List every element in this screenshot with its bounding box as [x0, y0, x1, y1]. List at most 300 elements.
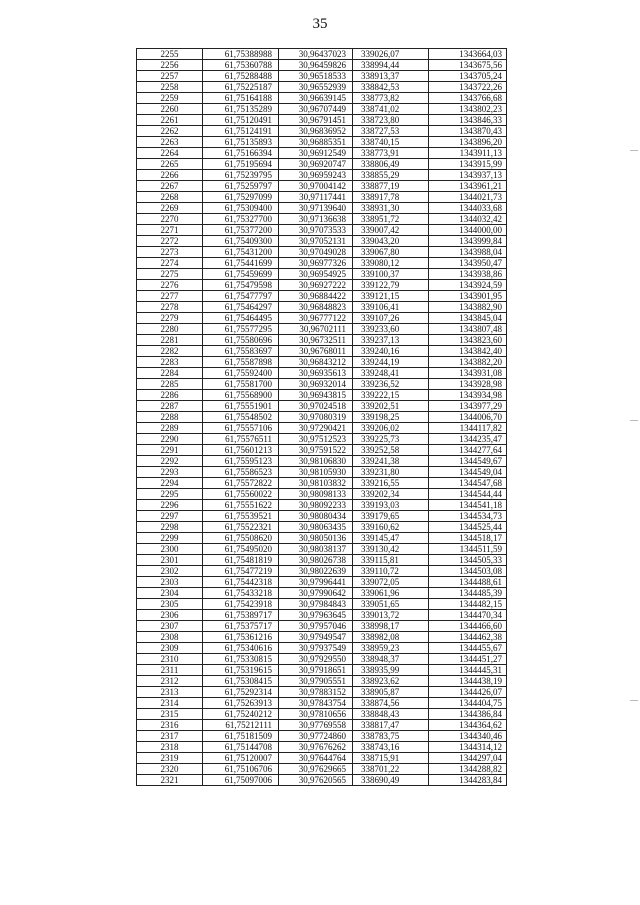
longitude-cell: 30,97052131 — [279, 236, 353, 247]
latitude-cell: 61,75327700 — [203, 214, 279, 225]
longitude-cell: 30,96707449 — [279, 104, 353, 115]
y-coordinate-cell: 1344549,67 — [429, 456, 507, 467]
longitude-cell: 30,98098133 — [279, 489, 353, 500]
table-row — [137, 742, 507, 753]
longitude-cell: 30,97724860 — [279, 731, 353, 742]
y-coordinate-cell: 1343924,59 — [429, 280, 507, 291]
x-coordinate-cell: 338690,49 — [353, 775, 429, 786]
y-coordinate-cell: 1344470,34 — [429, 610, 507, 621]
longitude-cell: 30,97990642 — [279, 588, 353, 599]
table-row — [137, 49, 507, 60]
table-row — [137, 247, 507, 258]
table-row — [137, 522, 507, 533]
y-coordinate-cell: 1343938,86 — [429, 269, 507, 280]
x-coordinate-cell: 338773,91 — [353, 148, 429, 159]
latitude-cell: 61,75097006 — [203, 775, 279, 786]
x-coordinate-cell: 339026,07 — [353, 49, 429, 60]
y-coordinate-cell: 1343842,40 — [429, 346, 507, 357]
point-number-cell: 2308 — [137, 632, 203, 643]
latitude-cell: 61,75576511 — [203, 434, 279, 445]
x-coordinate-cell: 339244,19 — [353, 357, 429, 368]
x-coordinate-cell: 338701,22 — [353, 764, 429, 775]
point-number-cell: 2285 — [137, 379, 203, 390]
longitude-cell: 30,97937549 — [279, 643, 353, 654]
y-coordinate-cell: 1344000,00 — [429, 225, 507, 236]
table-row — [137, 60, 507, 71]
point-number-cell: 2302 — [137, 566, 203, 577]
table-row — [137, 500, 507, 511]
y-coordinate-cell: 1343675,56 — [429, 60, 507, 71]
y-coordinate-cell: 1344386,84 — [429, 709, 507, 720]
y-coordinate-cell: 1343931,08 — [429, 368, 507, 379]
x-coordinate-cell: 338959,23 — [353, 643, 429, 654]
point-number-cell: 2293 — [137, 467, 203, 478]
x-coordinate-cell: 339179,65 — [353, 511, 429, 522]
y-coordinate-cell: 1344518,17 — [429, 533, 507, 544]
longitude-cell: 30,97957046 — [279, 621, 353, 632]
x-coordinate-cell: 339145,47 — [353, 533, 429, 544]
table-row — [137, 720, 507, 731]
point-number-cell: 2301 — [137, 555, 203, 566]
y-coordinate-cell: 1344021,73 — [429, 192, 507, 203]
point-number-cell: 2312 — [137, 676, 203, 687]
point-number-cell: 2313 — [137, 687, 203, 698]
latitude-cell: 61,75212111 — [203, 720, 279, 731]
latitude-cell: 61,75433218 — [203, 588, 279, 599]
y-coordinate-cell: 1343870,43 — [429, 126, 507, 137]
latitude-cell: 61,75548502 — [203, 412, 279, 423]
x-coordinate-cell: 339107,26 — [353, 313, 429, 324]
longitude-cell: 30,97290421 — [279, 423, 353, 434]
longitude-cell: 30,96932014 — [279, 379, 353, 390]
table-row — [137, 555, 507, 566]
longitude-cell: 30,96977326 — [279, 258, 353, 269]
table-row — [137, 654, 507, 665]
x-coordinate-cell: 338743,16 — [353, 742, 429, 753]
longitude-cell: 30,96768011 — [279, 346, 353, 357]
point-number-cell: 2314 — [137, 698, 203, 709]
longitude-cell: 30,97883152 — [279, 687, 353, 698]
latitude-cell: 61,75508620 — [203, 533, 279, 544]
latitude-cell: 61,75292314 — [203, 687, 279, 698]
x-coordinate-cell: 339202,51 — [353, 401, 429, 412]
x-coordinate-cell: 338948,37 — [353, 654, 429, 665]
y-coordinate-cell: 1343882,90 — [429, 302, 507, 313]
table-row — [137, 566, 507, 577]
latitude-cell: 61,75181509 — [203, 731, 279, 742]
y-coordinate-cell: 1343937,13 — [429, 170, 507, 181]
latitude-cell: 61,75409300 — [203, 236, 279, 247]
point-number-cell: 2255 — [137, 49, 203, 60]
table-row — [137, 511, 507, 522]
latitude-cell: 61,75239795 — [203, 170, 279, 181]
longitude-cell: 30,98106830 — [279, 456, 353, 467]
latitude-cell: 61,75479598 — [203, 280, 279, 291]
point-number-cell: 2277 — [137, 291, 203, 302]
y-coordinate-cell: 1343846,33 — [429, 115, 507, 126]
y-coordinate-cell: 1343999,84 — [429, 236, 507, 247]
y-coordinate-cell: 1344235,47 — [429, 434, 507, 445]
latitude-cell: 61,75288488 — [203, 71, 279, 82]
longitude-cell: 30,97620565 — [279, 775, 353, 786]
y-coordinate-cell: 1344006,70 — [429, 412, 507, 423]
x-coordinate-cell: 339121,15 — [353, 291, 429, 302]
table-row — [137, 346, 507, 357]
point-number-cell: 2282 — [137, 346, 203, 357]
x-coordinate-cell: 338773,82 — [353, 93, 429, 104]
table-row — [137, 181, 507, 192]
longitude-cell: 30,96885351 — [279, 137, 353, 148]
y-coordinate-cell: 1344541,18 — [429, 500, 507, 511]
x-coordinate-cell: 339080,12 — [353, 258, 429, 269]
point-number-cell: 2276 — [137, 280, 203, 291]
scan-margin-mark — [630, 700, 638, 701]
table-row — [137, 236, 507, 247]
point-number-cell: 2317 — [137, 731, 203, 742]
latitude-cell: 61,75297099 — [203, 192, 279, 203]
longitude-cell: 30,97984843 — [279, 599, 353, 610]
longitude-cell: 30,96943815 — [279, 390, 353, 401]
latitude-cell: 61,75572822 — [203, 478, 279, 489]
point-number-cell: 2316 — [137, 720, 203, 731]
latitude-cell: 61,75551901 — [203, 401, 279, 412]
x-coordinate-cell: 339252,58 — [353, 445, 429, 456]
table-row — [137, 258, 507, 269]
latitude-cell: 61,75441699 — [203, 258, 279, 269]
latitude-cell: 61,75495020 — [203, 544, 279, 555]
scan-margin-mark — [630, 150, 638, 151]
longitude-cell: 30,96848823 — [279, 302, 353, 313]
point-number-cell: 2265 — [137, 159, 203, 170]
x-coordinate-cell: 339216,55 — [353, 478, 429, 489]
y-coordinate-cell: 1344283,84 — [429, 775, 507, 786]
table-row — [137, 71, 507, 82]
point-number-cell: 2271 — [137, 225, 203, 236]
table-row — [137, 93, 507, 104]
y-coordinate-cell: 1343911,13 — [429, 148, 507, 159]
point-number-cell: 2318 — [137, 742, 203, 753]
y-coordinate-cell: 1344404,75 — [429, 698, 507, 709]
longitude-cell: 30,97676262 — [279, 742, 353, 753]
x-coordinate-cell: 339202,34 — [353, 489, 429, 500]
table-row — [137, 379, 507, 390]
point-number-cell: 2272 — [137, 236, 203, 247]
point-number-cell: 2319 — [137, 753, 203, 764]
point-number-cell: 2287 — [137, 401, 203, 412]
latitude-cell: 61,75361216 — [203, 632, 279, 643]
point-number-cell: 2315 — [137, 709, 203, 720]
x-coordinate-cell: 339122,79 — [353, 280, 429, 291]
table-row — [137, 335, 507, 346]
latitude-cell: 61,75431200 — [203, 247, 279, 258]
table-row — [137, 401, 507, 412]
longitude-cell: 30,97905551 — [279, 676, 353, 687]
longitude-cell: 30,97024518 — [279, 401, 353, 412]
y-coordinate-cell: 1343934,98 — [429, 390, 507, 401]
latitude-cell: 61,75568900 — [203, 390, 279, 401]
point-number-cell: 2256 — [137, 60, 203, 71]
y-coordinate-cell: 1343807,48 — [429, 324, 507, 335]
point-number-cell: 2261 — [137, 115, 203, 126]
longitude-cell: 30,96639145 — [279, 93, 353, 104]
latitude-cell: 61,75581700 — [203, 379, 279, 390]
point-number-cell: 2274 — [137, 258, 203, 269]
table-row — [137, 126, 507, 137]
table-row — [137, 588, 507, 599]
longitude-cell: 30,96518533 — [279, 71, 353, 82]
coordinates-table — [136, 48, 507, 786]
y-coordinate-cell: 1344549,04 — [429, 467, 507, 478]
x-coordinate-cell: 338982,08 — [353, 632, 429, 643]
longitude-cell: 30,96912549 — [279, 148, 353, 159]
y-coordinate-cell: 1343977,29 — [429, 401, 507, 412]
latitude-cell: 61,75240212 — [203, 709, 279, 720]
table-row — [137, 423, 507, 434]
longitude-cell: 30,97139640 — [279, 203, 353, 214]
latitude-cell: 61,75319615 — [203, 665, 279, 676]
y-coordinate-cell: 1343928,98 — [429, 379, 507, 390]
table-row — [137, 159, 507, 170]
y-coordinate-cell: 1343802,23 — [429, 104, 507, 115]
point-number-cell: 2296 — [137, 500, 203, 511]
point-number-cell: 2260 — [137, 104, 203, 115]
table-row — [137, 533, 507, 544]
x-coordinate-cell: 338842,53 — [353, 82, 429, 93]
table-row — [137, 643, 507, 654]
x-coordinate-cell: 339193,03 — [353, 500, 429, 511]
longitude-cell: 30,97918651 — [279, 665, 353, 676]
y-coordinate-cell: 1344451,27 — [429, 654, 507, 665]
latitude-cell: 61,75557106 — [203, 423, 279, 434]
latitude-cell: 61,75164188 — [203, 93, 279, 104]
point-number-cell: 2295 — [137, 489, 203, 500]
latitude-cell: 61,75481819 — [203, 555, 279, 566]
x-coordinate-cell: 338994,44 — [353, 60, 429, 71]
longitude-cell: 30,96732511 — [279, 335, 353, 346]
point-number-cell: 2259 — [137, 93, 203, 104]
latitude-cell: 61,75120007 — [203, 753, 279, 764]
latitude-cell: 61,75477219 — [203, 566, 279, 577]
longitude-cell: 30,97591522 — [279, 445, 353, 456]
y-coordinate-cell: 1344511,59 — [429, 544, 507, 555]
point-number-cell: 2268 — [137, 192, 203, 203]
x-coordinate-cell: 339100,37 — [353, 269, 429, 280]
latitude-cell: 61,75259797 — [203, 181, 279, 192]
y-coordinate-cell: 1343896,20 — [429, 137, 507, 148]
longitude-cell: 30,96437023 — [279, 49, 353, 60]
point-number-cell: 2263 — [137, 137, 203, 148]
latitude-cell: 61,75388988 — [203, 49, 279, 60]
longitude-cell: 30,96843212 — [279, 357, 353, 368]
latitude-cell: 61,75135893 — [203, 137, 279, 148]
table-row — [137, 137, 507, 148]
point-number-cell: 2306 — [137, 610, 203, 621]
x-coordinate-cell: 339130,42 — [353, 544, 429, 555]
x-coordinate-cell: 339160,62 — [353, 522, 429, 533]
y-coordinate-cell: 1344314,12 — [429, 742, 507, 753]
table-row — [137, 214, 507, 225]
longitude-cell: 30,97073533 — [279, 225, 353, 236]
longitude-cell: 30,96702111 — [279, 324, 353, 335]
latitude-cell: 61,75340616 — [203, 643, 279, 654]
table-row — [137, 324, 507, 335]
y-coordinate-cell: 1343901,95 — [429, 291, 507, 302]
latitude-cell: 61,75464297 — [203, 302, 279, 313]
longitude-cell: 30,96935613 — [279, 368, 353, 379]
table-row — [137, 775, 507, 786]
longitude-cell: 30,97004142 — [279, 181, 353, 192]
y-coordinate-cell: 1343705,24 — [429, 71, 507, 82]
x-coordinate-cell: 339248,41 — [353, 368, 429, 379]
table-row — [137, 302, 507, 313]
x-coordinate-cell: 338923,62 — [353, 676, 429, 687]
x-coordinate-cell: 339222,15 — [353, 390, 429, 401]
latitude-cell: 61,75166394 — [203, 148, 279, 159]
x-coordinate-cell: 339240,16 — [353, 346, 429, 357]
y-coordinate-cell: 1344426,07 — [429, 687, 507, 698]
longitude-cell: 30,98103832 — [279, 478, 353, 489]
longitude-cell: 30,96777122 — [279, 313, 353, 324]
longitude-cell: 30,97080319 — [279, 412, 353, 423]
x-coordinate-cell: 339110,72 — [353, 566, 429, 577]
x-coordinate-cell: 338723,80 — [353, 115, 429, 126]
longitude-cell: 30,97629665 — [279, 764, 353, 775]
table-row — [137, 291, 507, 302]
y-coordinate-cell: 1344482,15 — [429, 599, 507, 610]
y-coordinate-cell: 1344534,73 — [429, 511, 507, 522]
x-coordinate-cell: 338917,78 — [353, 192, 429, 203]
table-row — [137, 115, 507, 126]
point-number-cell: 2311 — [137, 665, 203, 676]
x-coordinate-cell: 339013,72 — [353, 610, 429, 621]
table-row — [137, 599, 507, 610]
table-row — [137, 269, 507, 280]
point-number-cell: 2267 — [137, 181, 203, 192]
point-number-cell: 2280 — [137, 324, 203, 335]
longitude-cell: 30,96927222 — [279, 280, 353, 291]
point-number-cell: 2283 — [137, 357, 203, 368]
longitude-cell: 30,96552939 — [279, 82, 353, 93]
longitude-cell: 30,96836952 — [279, 126, 353, 137]
point-number-cell: 2304 — [137, 588, 203, 599]
latitude-cell: 61,75601213 — [203, 445, 279, 456]
table-row — [137, 731, 507, 742]
y-coordinate-cell: 1344544,44 — [429, 489, 507, 500]
point-number-cell: 2297 — [137, 511, 203, 522]
latitude-cell: 61,75464495 — [203, 313, 279, 324]
table-row — [137, 203, 507, 214]
y-coordinate-cell: 1343823,60 — [429, 335, 507, 346]
point-number-cell: 2275 — [137, 269, 203, 280]
point-number-cell: 2278 — [137, 302, 203, 313]
x-coordinate-cell: 338740,15 — [353, 137, 429, 148]
x-coordinate-cell: 339236,52 — [353, 379, 429, 390]
point-number-cell: 2279 — [137, 313, 203, 324]
latitude-cell: 61,75309400 — [203, 203, 279, 214]
x-coordinate-cell: 339051,65 — [353, 599, 429, 610]
point-number-cell: 2284 — [137, 368, 203, 379]
y-coordinate-cell: 1343988,04 — [429, 247, 507, 258]
y-coordinate-cell: 1344277,64 — [429, 445, 507, 456]
y-coordinate-cell: 1344033,68 — [429, 203, 507, 214]
point-number-cell: 2264 — [137, 148, 203, 159]
latitude-cell: 61,75423918 — [203, 599, 279, 610]
latitude-cell: 61,75330815 — [203, 654, 279, 665]
latitude-cell: 61,75120491 — [203, 115, 279, 126]
y-coordinate-cell: 1344364,62 — [429, 720, 507, 731]
y-coordinate-cell: 1344438,19 — [429, 676, 507, 687]
y-coordinate-cell: 1343950,47 — [429, 258, 507, 269]
y-coordinate-cell: 1344466,60 — [429, 621, 507, 632]
table-row — [137, 368, 507, 379]
latitude-cell: 61,75360788 — [203, 60, 279, 71]
table-row — [137, 313, 507, 324]
latitude-cell: 61,75459699 — [203, 269, 279, 280]
table-row — [137, 632, 507, 643]
x-coordinate-cell: 338783,75 — [353, 731, 429, 742]
point-number-cell: 2291 — [137, 445, 203, 456]
latitude-cell: 61,75442318 — [203, 577, 279, 588]
table-row — [137, 357, 507, 368]
x-coordinate-cell: 338855,29 — [353, 170, 429, 181]
longitude-cell: 30,97644764 — [279, 753, 353, 764]
latitude-cell: 61,75586523 — [203, 467, 279, 478]
y-coordinate-cell: 1344340,46 — [429, 731, 507, 742]
latitude-cell: 61,75522321 — [203, 522, 279, 533]
table-row — [137, 610, 507, 621]
point-number-cell: 2288 — [137, 412, 203, 423]
latitude-cell: 61,75477797 — [203, 291, 279, 302]
point-number-cell: 2307 — [137, 621, 203, 632]
x-coordinate-cell: 339233,60 — [353, 324, 429, 335]
y-coordinate-cell: 1343915,99 — [429, 159, 507, 170]
table-row — [137, 577, 507, 588]
table-row — [137, 467, 507, 478]
point-number-cell: 2321 — [137, 775, 203, 786]
longitude-cell: 30,97996441 — [279, 577, 353, 588]
y-coordinate-cell: 1344462,38 — [429, 632, 507, 643]
latitude-cell: 61,75124191 — [203, 126, 279, 137]
x-coordinate-cell: 338806,49 — [353, 159, 429, 170]
y-coordinate-cell: 1344288,82 — [429, 764, 507, 775]
table-row — [137, 764, 507, 775]
x-coordinate-cell: 338715,91 — [353, 753, 429, 764]
x-coordinate-cell: 338998,17 — [353, 621, 429, 632]
latitude-cell: 61,75539521 — [203, 511, 279, 522]
longitude-cell: 30,98038137 — [279, 544, 353, 555]
longitude-cell: 30,97136638 — [279, 214, 353, 225]
longitude-cell: 30,97810656 — [279, 709, 353, 720]
point-number-cell: 2292 — [137, 456, 203, 467]
longitude-cell: 30,96959243 — [279, 170, 353, 181]
longitude-cell: 30,98026738 — [279, 555, 353, 566]
table-row — [137, 192, 507, 203]
x-coordinate-cell: 338935,99 — [353, 665, 429, 676]
table-row — [137, 621, 507, 632]
y-coordinate-cell: 1343845,04 — [429, 313, 507, 324]
x-coordinate-cell: 338905,87 — [353, 687, 429, 698]
x-coordinate-cell: 339061,96 — [353, 588, 429, 599]
x-coordinate-cell: 339043,20 — [353, 236, 429, 247]
table-row — [137, 412, 507, 423]
latitude-cell: 61,75377200 — [203, 225, 279, 236]
latitude-cell: 61,75225187 — [203, 82, 279, 93]
y-coordinate-cell: 1344455,67 — [429, 643, 507, 654]
x-coordinate-cell: 338951,72 — [353, 214, 429, 225]
latitude-cell: 61,75577295 — [203, 324, 279, 335]
table-row — [137, 698, 507, 709]
x-coordinate-cell: 339225,73 — [353, 434, 429, 445]
